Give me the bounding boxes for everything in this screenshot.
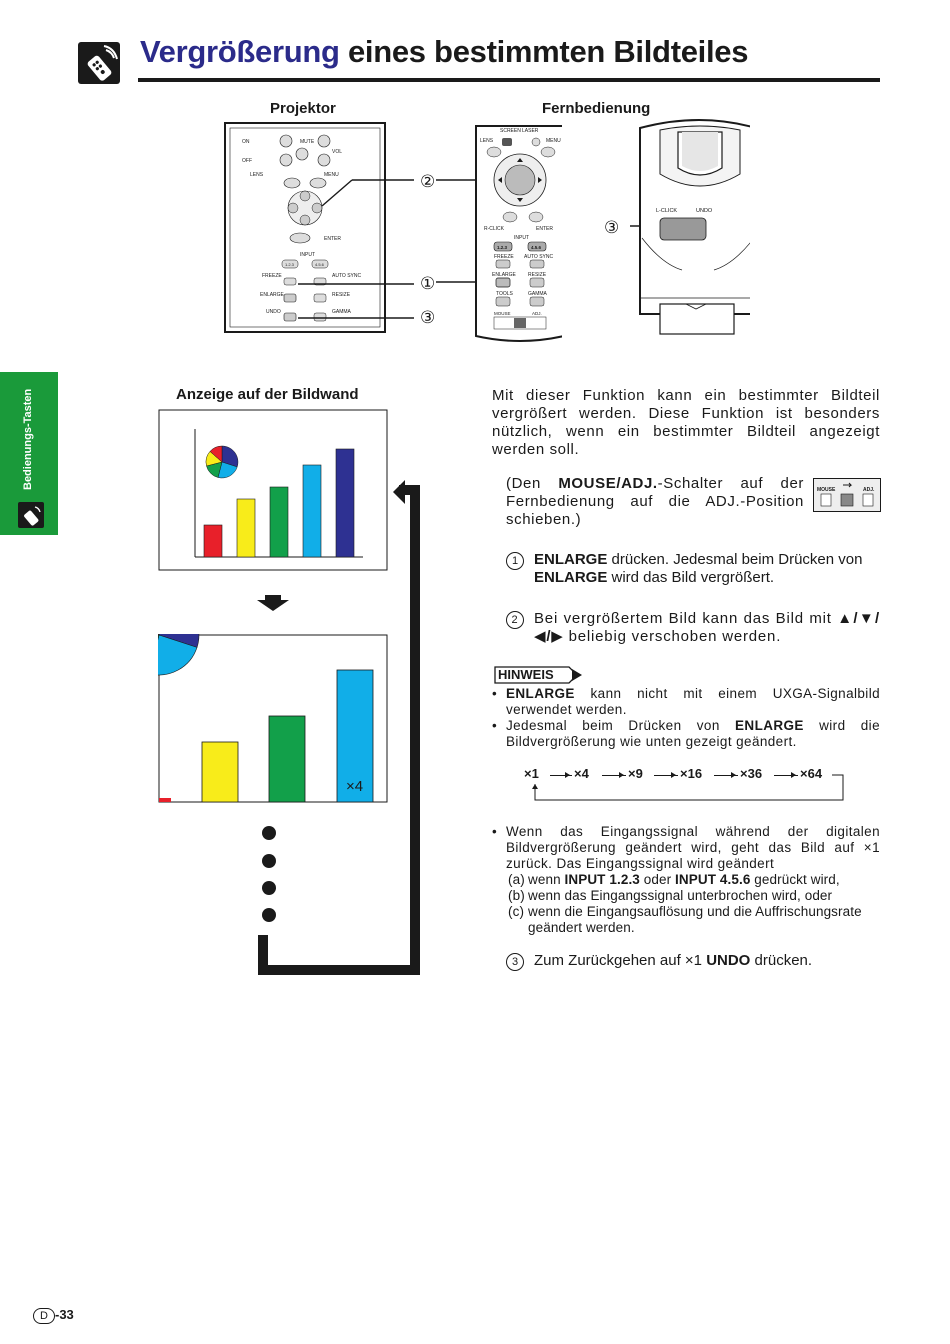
page-title: Vergrößerung eines bestimmten Bildteiles xyxy=(140,34,749,69)
proj-input-label: INPUT xyxy=(300,252,315,258)
remote-back-illustration xyxy=(600,118,750,340)
callout-2: ② xyxy=(420,172,436,191)
remote-freeze-label: FREEZE xyxy=(494,254,514,260)
step-1-number: 1 xyxy=(506,552,524,570)
proj-autosync-label: AUTO SYNC xyxy=(332,273,362,279)
step-3-number: 3 xyxy=(506,953,524,971)
remote-control-icon xyxy=(78,42,120,84)
remote-menu-label: MENU xyxy=(546,138,561,144)
callout-3-remote: ③ xyxy=(604,218,620,237)
switch-adj-label: ADJ. xyxy=(863,487,875,493)
remote-gamma-label: GAMMA xyxy=(528,291,547,297)
remote-adj-label: ADJ. xyxy=(532,311,542,316)
proj-in456-label: 4.5.6 xyxy=(315,262,324,267)
proj-enlarge-label: ENLARGE xyxy=(260,292,284,298)
remote-back-undo-label: UNDO xyxy=(696,208,713,214)
proj-in123-label: 1.2.3 xyxy=(285,262,294,267)
remote-front-illustration xyxy=(436,122,562,344)
title-divider xyxy=(138,78,880,82)
proj-on-label: ON xyxy=(242,139,250,145)
signal-case-a: (a) wenn INPUT 1.2.3 oder INPUT 4.5.6 gedrückt wird, xyxy=(508,872,840,887)
proj-undo-label: UNDO xyxy=(266,309,281,315)
signal-case-b: (b) wenn das Eingangssignal unterbrochen wird, oder xyxy=(508,888,833,903)
zoom-x4-label: ×4 xyxy=(346,778,364,795)
remote-input-label: INPUT xyxy=(514,235,529,241)
remote-laser-label: LASER xyxy=(522,128,539,134)
callout-3-projector: ③ xyxy=(420,308,436,327)
zoom-step-16: ×16 xyxy=(680,766,703,781)
zoom-step-4: ×4 xyxy=(574,766,589,781)
callout-1: ① xyxy=(420,274,436,293)
proj-resize-label: RESIZE xyxy=(332,292,351,298)
projector-panel-illustration xyxy=(224,122,460,334)
zoom-step-9: ×9 xyxy=(628,766,643,781)
proj-freeze-label: FREEZE xyxy=(262,273,282,279)
zoom-step-36: ×36 xyxy=(740,766,763,781)
remote-label: Fernbedienung xyxy=(542,100,651,117)
proj-off-label: OFF xyxy=(242,158,252,164)
proj-mute-label: MUTE xyxy=(300,139,315,145)
remote-enter-label: ENTER xyxy=(536,226,553,232)
hinweis-tag: HINWEIS xyxy=(494,665,586,685)
side-tab-label: Bedienungs-Tasten xyxy=(22,388,34,490)
proj-enter-label: ENTER xyxy=(324,236,341,242)
zoom-step-1: ×1 xyxy=(524,766,539,781)
remote-resize-label: RESIZE xyxy=(528,272,547,278)
remote-lens-label: LENS xyxy=(480,138,494,144)
zoom-sequence-diagram xyxy=(522,766,852,806)
intro-paragraph: Mit dieser Funktion kann ein bestimmter Bildteil vergrößert werden. Diese Funktion ist besonders nützlich, wenn ein bestimmter Bildteil angezeigt werden soll. xyxy=(492,387,880,458)
screen-display-label: Anzeige auf der Bildwand xyxy=(176,386,359,403)
proj-menu-label: MENU xyxy=(324,172,339,178)
projector-label: Projektor xyxy=(270,100,336,117)
zoom-step-64: ×64 xyxy=(800,766,823,781)
remote-in123-label: 1.2.3 xyxy=(497,245,508,250)
remote-screen-label: SCREEN xyxy=(500,128,521,134)
proj-gamma-label: GAMMA xyxy=(332,309,351,315)
proj-lens-label: LENS xyxy=(250,172,264,178)
remote-mouse-label: MOUSE xyxy=(494,311,511,316)
step-3: 3 Zum Zurückgehen auf ×1 UNDO drücken. xyxy=(506,952,880,971)
proj-vol-label: VOL xyxy=(332,149,343,155)
mouse-adj-switch-icon xyxy=(813,478,881,512)
cycle-loop-arrow xyxy=(255,480,430,975)
remote-lclick-label: L-CLICK xyxy=(656,208,678,214)
switch-note: (Den MOUSE/ADJ.-Schalter auf der Fernbedienung auf die ADJ.-Position schieben.) xyxy=(506,475,804,528)
remote-in456-label: 4.5.6 xyxy=(531,245,542,250)
step-1: 1 ENLARGE drücken. Jedesmal beim Drücken von ENLARGE wird das Bild vergrößert. xyxy=(506,551,880,570)
step-2: 2 Bei vergrößertem Bild kann das Bild mit ▲/▼/◀/▶ beliebig verschoben werden. xyxy=(506,610,880,629)
remote-autosync-label: AUTO SYNC xyxy=(524,254,554,260)
switch-mouse-label: MOUSE xyxy=(817,487,836,493)
remote-rclick-label: R-CLICK xyxy=(484,226,505,232)
remote-control-icon xyxy=(18,502,44,528)
page-number: D -33 xyxy=(33,1307,74,1324)
signal-case-c: (c) wenn die Eingangsauflösung und die Auffrischungsrate geändert werden. xyxy=(508,904,862,935)
remote-enlarge-label: ENLARGE xyxy=(492,272,516,278)
remote-tools-label: TOOLS xyxy=(496,291,513,297)
step-2-number: 2 xyxy=(506,611,524,629)
language-badge: D xyxy=(33,1308,55,1324)
